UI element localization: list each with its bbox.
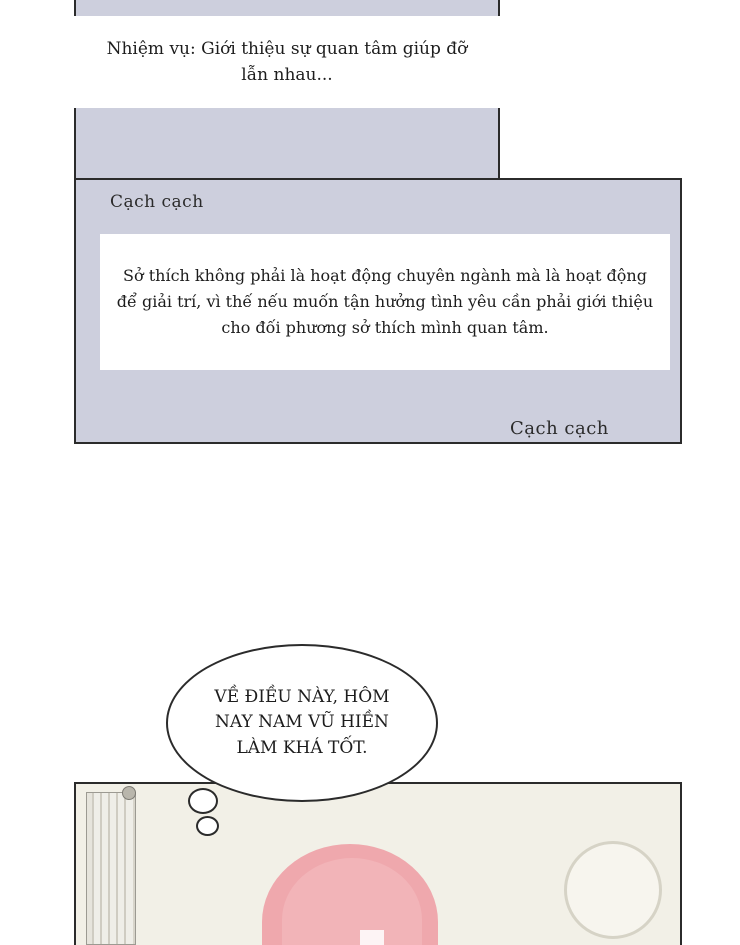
speech-balloon-tail-small: [196, 816, 219, 836]
speech-balloon-text: VỀ ĐIỀU NÀY, HÔM NAY NAM VŨ HIỀN LÀM KHÁ TỐT.: [214, 686, 390, 758]
wall-circle-graphic: [564, 841, 662, 939]
sfx-text-right: Cạch cạch: [510, 418, 609, 439]
speech-balloon: [166, 644, 438, 802]
narration-text-second: Sở thích không phải là hoạt động chuyên ngành mà là hoạt động để giải trí, vì thế nếu muốn tận hưởng tình yêu cần phải giới thiệu cho đối phương sở thích mình quan tâm.: [116, 266, 654, 337]
narration-box-top: [74, 16, 500, 108]
radiator-graphic: [86, 792, 136, 945]
narration-text-top: Nhiệm vụ: Giới thiệu sự quan tâm giúp đỡ lẫn nhau...: [106, 38, 468, 85]
narration-box-second: [100, 234, 670, 370]
radiator-knob-icon: [122, 786, 136, 800]
speech-balloon-tail-large: [188, 788, 218, 814]
sfx-text-left: Cạch cạch: [110, 192, 204, 212]
character-forehead: [360, 930, 384, 945]
panel-bottom: [74, 782, 682, 945]
